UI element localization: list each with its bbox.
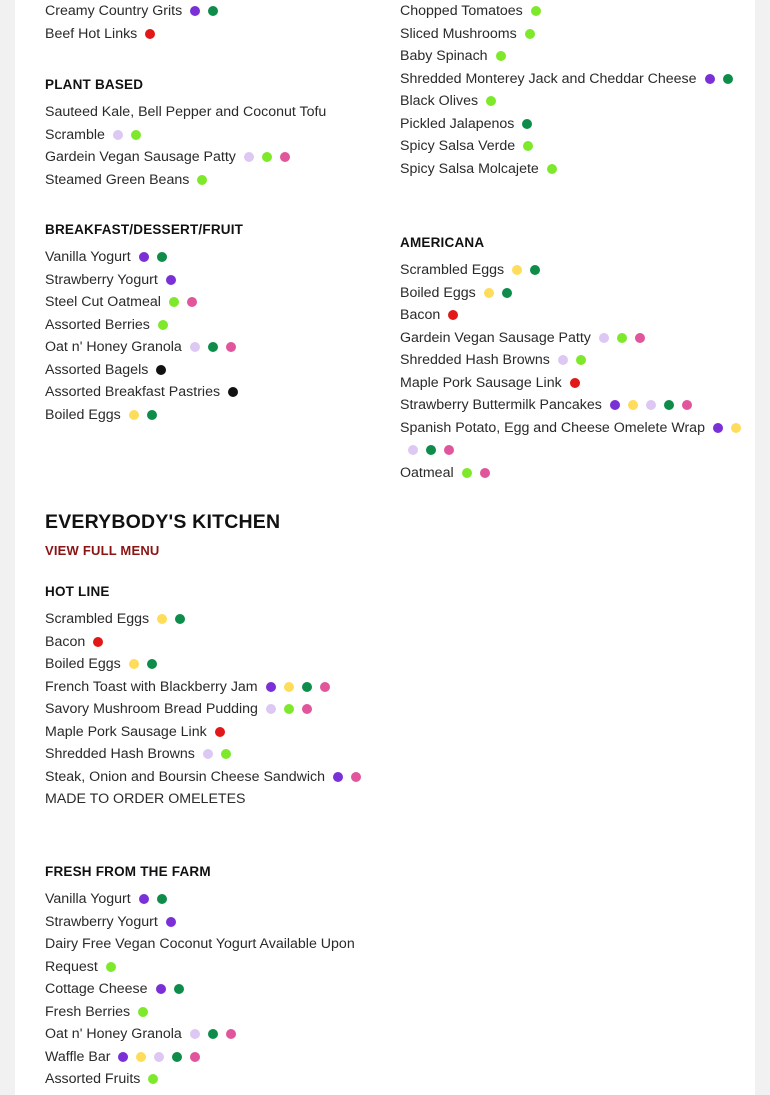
dietary-dots bbox=[440, 307, 458, 323]
dietary-dots bbox=[148, 981, 184, 997]
americana-section bbox=[400, 233, 745, 484]
menu-item bbox=[45, 0, 385, 23]
item-list bbox=[400, 0, 745, 180]
section-title: FRESH FROM THE FARM bbox=[45, 864, 211, 879]
menu-item bbox=[400, 394, 745, 417]
pink-dot-icon bbox=[480, 468, 490, 478]
dietary-dots bbox=[182, 3, 218, 19]
green-dot-icon bbox=[664, 400, 674, 410]
menu-item bbox=[45, 608, 385, 631]
lavender-dot-icon bbox=[558, 355, 568, 365]
purple-dot-icon bbox=[166, 917, 176, 927]
menu-item-name: Maple Pork Sausage Link bbox=[45, 723, 207, 740]
menu-item-name: Sauteed Kale, Bell Pepper and Coconut Tofu Scramble bbox=[45, 104, 327, 143]
menu-item-name: Baby Spinach bbox=[400, 48, 488, 64]
menu-item-name: Scrambled Eggs bbox=[400, 262, 505, 278]
dietary-dots bbox=[476, 285, 512, 301]
dietary-dots bbox=[325, 769, 361, 785]
menu-item-name: Maple Pork Sausage Link bbox=[400, 374, 562, 391]
lavender-dot-icon bbox=[408, 445, 418, 455]
pink-dot-icon bbox=[226, 342, 236, 352]
lime-dot-icon bbox=[148, 1074, 158, 1084]
menu-item-name: Shredded Hash Browns bbox=[400, 352, 550, 368]
pink-dot-icon bbox=[302, 704, 312, 714]
lime-dot-icon bbox=[197, 175, 207, 185]
menu-item-name: MADE TO ORDER OMELETES bbox=[45, 791, 246, 807]
menu-item bbox=[45, 978, 385, 1001]
item-list bbox=[45, 101, 385, 191]
dietary-dots bbox=[121, 656, 157, 672]
menu-item bbox=[45, 721, 385, 744]
dietary-dots bbox=[258, 679, 330, 695]
purple-dot-icon bbox=[610, 400, 620, 410]
menu-item-name: Boiled Eggs bbox=[45, 656, 121, 672]
purple-dot-icon bbox=[713, 423, 723, 433]
pink-dot-icon bbox=[187, 297, 197, 307]
lime-dot-icon bbox=[138, 1007, 148, 1017]
pink-dot-icon bbox=[226, 1029, 236, 1039]
menu-item-name: Shredded Monterey Jack and Cheddar Cheese bbox=[400, 70, 697, 87]
dietary-dots bbox=[98, 959, 116, 975]
section-title: HOT LINE bbox=[45, 584, 110, 599]
yellow-dot-icon bbox=[512, 265, 522, 275]
lime-dot-icon bbox=[496, 51, 506, 61]
menu-item bbox=[400, 68, 745, 91]
lime-dot-icon bbox=[131, 130, 141, 140]
purple-dot-icon bbox=[139, 252, 149, 262]
green-dot-icon bbox=[208, 342, 218, 352]
menu-item bbox=[400, 304, 745, 327]
menu-item-name: Beef Hot Links bbox=[45, 25, 138, 42]
menu-item bbox=[400, 372, 745, 395]
menu-item-name: Assorted Bagels bbox=[45, 361, 149, 378]
dietary-dots bbox=[189, 172, 207, 188]
section-title: PLANT BASED bbox=[45, 77, 144, 92]
dietary-dots bbox=[602, 397, 692, 413]
menu-item-name: Cottage Cheese bbox=[45, 981, 148, 997]
menu-item bbox=[45, 169, 385, 192]
green-dot-icon bbox=[208, 1029, 218, 1039]
dietary-dots bbox=[137, 26, 155, 42]
menu-item bbox=[45, 246, 385, 269]
section-title: BREAKFAST/DESSERT/FRUIT bbox=[45, 222, 244, 237]
dietary-dots bbox=[697, 71, 733, 87]
menu-item bbox=[45, 269, 385, 292]
menu-item bbox=[45, 698, 385, 721]
menu-item bbox=[45, 1023, 385, 1046]
item-list bbox=[45, 246, 385, 426]
menu-item bbox=[45, 404, 385, 427]
lime-dot-icon bbox=[576, 355, 586, 365]
menu-item bbox=[45, 1046, 385, 1069]
menu-item bbox=[400, 23, 745, 46]
purple-dot-icon bbox=[139, 894, 149, 904]
dietary-dots bbox=[515, 138, 533, 154]
yellow-dot-icon bbox=[136, 1052, 146, 1062]
menu-item-name: Scrambled Eggs bbox=[45, 611, 150, 627]
dietary-dots bbox=[131, 891, 167, 907]
menu-item-name: Gardein Vegan Sausage Patty bbox=[400, 329, 591, 346]
lime-dot-icon bbox=[531, 6, 541, 16]
lime-dot-icon bbox=[547, 164, 557, 174]
menu-item-name: Spicy Salsa Molcajete bbox=[400, 160, 539, 177]
menu-item-name: Strawberry Buttermilk Pancakes bbox=[400, 397, 602, 413]
green-dot-icon bbox=[175, 614, 185, 624]
lime-dot-icon bbox=[617, 333, 627, 343]
menu-item bbox=[400, 45, 745, 68]
dietary-dots bbox=[195, 746, 231, 762]
menu-item-name: Vanilla Yogurt bbox=[45, 249, 131, 265]
dietary-dots bbox=[517, 26, 535, 42]
pink-dot-icon bbox=[444, 445, 454, 455]
menu-item bbox=[400, 259, 745, 282]
menu-item-name: Vanilla Yogurt bbox=[45, 891, 131, 907]
yellow-dot-icon bbox=[628, 400, 638, 410]
purple-dot-icon bbox=[705, 74, 715, 84]
lime-dot-icon bbox=[523, 141, 533, 151]
green-dot-icon bbox=[147, 659, 157, 669]
dietary-dots bbox=[504, 262, 540, 278]
green-dot-icon bbox=[172, 1052, 182, 1062]
lavender-dot-icon bbox=[113, 130, 123, 140]
menu-item-name: Dairy Free Vegan Coconut Yogurt Available Upon Request bbox=[45, 936, 355, 975]
purple-dot-icon bbox=[118, 1052, 128, 1062]
pink-dot-icon bbox=[280, 152, 290, 162]
menu-item-name: Assorted Berries bbox=[45, 316, 150, 333]
dietary-dots bbox=[158, 272, 176, 288]
green-dot-icon bbox=[208, 6, 218, 16]
menu-item bbox=[45, 1001, 385, 1024]
menu-item-name: Boiled Eggs bbox=[45, 406, 121, 423]
dietary-dots bbox=[514, 116, 532, 132]
menu-item bbox=[45, 101, 385, 146]
lime-dot-icon bbox=[158, 320, 168, 330]
green-dot-icon bbox=[426, 445, 436, 455]
pink-dot-icon bbox=[320, 682, 330, 692]
menu-item bbox=[45, 743, 385, 766]
plant-based-section bbox=[45, 75, 385, 191]
menu-item-name: Shredded Hash Browns bbox=[45, 746, 195, 762]
purple-dot-icon bbox=[156, 984, 166, 994]
menu-item bbox=[45, 23, 385, 46]
menu-item bbox=[45, 1068, 385, 1091]
lime-dot-icon bbox=[106, 962, 116, 972]
dietary-dots bbox=[220, 384, 238, 400]
dietary-dots bbox=[148, 362, 166, 378]
menu-item-name: Steamed Green Beans bbox=[45, 171, 190, 188]
menu-item-name: Bacon bbox=[45, 633, 86, 650]
green-dot-icon bbox=[522, 119, 532, 129]
yellow-dot-icon bbox=[731, 423, 741, 433]
menu-item bbox=[45, 631, 385, 654]
red-dot-icon bbox=[93, 637, 103, 647]
purple-dot-icon bbox=[333, 772, 343, 782]
menu-item-name: Creamy Country Grits bbox=[45, 3, 183, 19]
menu-item-name: Oatmeal bbox=[400, 464, 454, 481]
menu-item-name: Oat n' Honey Granola bbox=[45, 339, 182, 355]
dietary-dots bbox=[110, 1049, 200, 1065]
menu-item-name: Spanish Potato, Egg and Cheese Omelete Wrap bbox=[400, 419, 705, 436]
menu-item-name: Bacon bbox=[400, 307, 441, 323]
dietary-dots bbox=[161, 294, 197, 310]
menu-item bbox=[45, 788, 385, 811]
green-dot-icon bbox=[157, 894, 167, 904]
menu-item bbox=[45, 381, 385, 404]
menu-item-name: Steel Cut Oatmeal bbox=[45, 294, 161, 310]
dietary-dots bbox=[149, 611, 185, 627]
menu-item bbox=[45, 766, 385, 789]
lime-dot-icon bbox=[462, 468, 472, 478]
dietary-dots bbox=[454, 465, 490, 481]
lavender-dot-icon bbox=[599, 333, 609, 343]
menu-item bbox=[400, 135, 745, 158]
menu-item bbox=[400, 90, 745, 113]
green-dot-icon bbox=[502, 288, 512, 298]
lime-dot-icon bbox=[262, 152, 272, 162]
pink-dot-icon bbox=[635, 333, 645, 343]
menu-item-name: Spicy Salsa Verde bbox=[400, 138, 516, 154]
menu-item-name: Fresh Berries bbox=[45, 1003, 131, 1020]
hot-line-section bbox=[45, 582, 385, 811]
menu-item bbox=[45, 653, 385, 676]
menu-item bbox=[45, 291, 385, 314]
red-dot-icon bbox=[215, 727, 225, 737]
lavender-dot-icon bbox=[266, 704, 276, 714]
lime-dot-icon bbox=[525, 29, 535, 39]
pink-dot-icon bbox=[351, 772, 361, 782]
lavender-dot-icon bbox=[244, 152, 254, 162]
red-dot-icon bbox=[570, 378, 580, 388]
item-list bbox=[45, 888, 385, 1091]
menu-item-name: Chopped Tomatoes bbox=[400, 3, 523, 19]
lime-dot-icon bbox=[486, 96, 496, 106]
menu-item bbox=[45, 911, 385, 934]
menu-item-name: Waffle Bar bbox=[45, 1048, 111, 1065]
menu-item-name: Strawberry Yogurt bbox=[45, 913, 158, 930]
menu-item-name: Assorted Fruits bbox=[45, 1071, 141, 1087]
dietary-dots bbox=[182, 339, 236, 355]
green-dot-icon bbox=[174, 984, 184, 994]
dietary-dots bbox=[150, 317, 168, 333]
black-dot-icon bbox=[156, 365, 166, 375]
left-column-top bbox=[45, 0, 385, 45]
right-column-top bbox=[400, 0, 745, 180]
dietary-dots bbox=[121, 407, 157, 423]
pink-dot-icon bbox=[190, 1052, 200, 1062]
menu-item-name: Oat n' Honey Granola bbox=[45, 1026, 182, 1042]
menu-item bbox=[45, 336, 385, 359]
red-dot-icon bbox=[448, 310, 458, 320]
dietary-dots bbox=[550, 352, 586, 368]
dietary-dots bbox=[207, 724, 225, 740]
menu-item-name: French Toast with Blackberry Jam bbox=[45, 678, 258, 695]
yellow-dot-icon bbox=[484, 288, 494, 298]
kitchen-title: EVERYBODY'S KITCHEN bbox=[45, 511, 281, 533]
lime-dot-icon bbox=[221, 749, 231, 759]
menu-item-name: Boiled Eggs bbox=[400, 284, 476, 301]
dietary-dots bbox=[158, 914, 176, 930]
yellow-dot-icon bbox=[129, 410, 139, 420]
green-dot-icon bbox=[147, 410, 157, 420]
menu-item bbox=[400, 417, 745, 462]
menu-item bbox=[45, 933, 385, 978]
green-dot-icon bbox=[302, 682, 312, 692]
dietary-dots bbox=[591, 330, 645, 346]
item-list bbox=[45, 0, 385, 45]
menu-item bbox=[400, 113, 745, 136]
green-dot-icon bbox=[157, 252, 167, 262]
green-dot-icon bbox=[530, 265, 540, 275]
lavender-dot-icon bbox=[190, 1029, 200, 1039]
menu-item bbox=[400, 282, 745, 305]
menu-item-name: Black Olives bbox=[400, 93, 479, 109]
dietary-dots bbox=[236, 149, 290, 165]
menu-item bbox=[45, 146, 385, 169]
item-list bbox=[400, 259, 745, 484]
lavender-dot-icon bbox=[154, 1052, 164, 1062]
purple-dot-icon bbox=[266, 682, 276, 692]
pink-dot-icon bbox=[682, 400, 692, 410]
dietary-dots bbox=[140, 1071, 158, 1087]
lavender-dot-icon bbox=[646, 400, 656, 410]
breakfast-section bbox=[45, 220, 385, 426]
menu-item bbox=[400, 0, 745, 23]
item-list bbox=[45, 608, 385, 811]
menu-item-name: Strawberry Yogurt bbox=[45, 271, 158, 288]
section-title: AMERICANA bbox=[400, 235, 485, 250]
red-dot-icon bbox=[145, 29, 155, 39]
menu-item-name: Gardein Vegan Sausage Patty bbox=[45, 149, 236, 165]
yellow-dot-icon bbox=[129, 659, 139, 669]
dietary-dots bbox=[105, 127, 141, 143]
dietary-dots bbox=[523, 3, 541, 19]
menu-item bbox=[45, 676, 385, 699]
dietary-dots bbox=[539, 161, 557, 177]
menu-item bbox=[45, 359, 385, 382]
menu-item bbox=[45, 888, 385, 911]
menu-item-name: Pickled Jalapenos bbox=[400, 115, 515, 132]
dietary-dots bbox=[131, 249, 167, 265]
dietary-dots bbox=[258, 701, 312, 717]
lavender-dot-icon bbox=[203, 749, 213, 759]
dietary-dots bbox=[182, 1026, 236, 1042]
lime-dot-icon bbox=[284, 704, 294, 714]
dietary-dots bbox=[562, 375, 580, 391]
dietary-dots bbox=[130, 1004, 148, 1020]
menu-item bbox=[400, 158, 745, 181]
menu-item-name: Sliced Mushrooms bbox=[400, 25, 517, 42]
menu-item-name: Savory Mushroom Bread Pudding bbox=[45, 701, 258, 717]
lime-dot-icon bbox=[169, 297, 179, 307]
menu-item bbox=[400, 327, 745, 350]
menu-item-name: Steak, Onion and Boursin Cheese Sandwich bbox=[45, 768, 325, 785]
green-dot-icon bbox=[723, 74, 733, 84]
purple-dot-icon bbox=[166, 275, 176, 285]
purple-dot-icon bbox=[190, 6, 200, 16]
yellow-dot-icon bbox=[284, 682, 294, 692]
yellow-dot-icon bbox=[157, 614, 167, 624]
menu-item bbox=[45, 314, 385, 337]
dietary-dots bbox=[85, 634, 103, 650]
dietary-dots bbox=[478, 93, 496, 109]
menu-item-name: Assorted Breakfast Pastries bbox=[45, 384, 221, 400]
dietary-dots bbox=[488, 48, 506, 64]
menu-item bbox=[400, 349, 745, 372]
view-full-menu-link[interactable]: VIEW FULL MENU bbox=[45, 543, 160, 558]
black-dot-icon bbox=[228, 387, 238, 397]
menu-item bbox=[400, 462, 745, 485]
farm-section bbox=[45, 862, 385, 1091]
lavender-dot-icon bbox=[190, 342, 200, 352]
